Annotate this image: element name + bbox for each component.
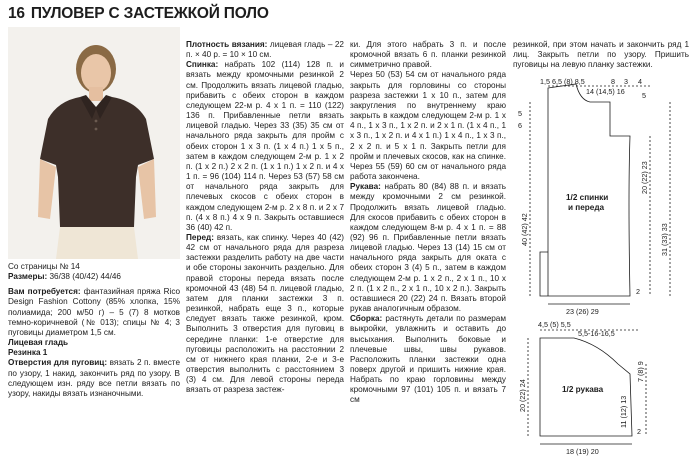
sleeves-paragraph: Рукава: набрать 80 (84) 88 п. и вязать между кромочными 2 см резинкой. Продолжить вязать лицевой гладью. Для скосов прибавить с обеих сторон в каждом следующем 8-м р. 4 х 1 п. = 88 (92) 96 п. Прибавленные петли вязать лицевой гладью. Через 13 (14) 15 см от начального ряда закрыть для оката с обеих сторон 3 (4) 5 п., затем в каждом следующем 2-м р. 1 х 2 п., 2 х 1 п., 10 х 2 п. (1 х 2 п., 2 х 1 п., 10 х 2 п.). Закрыть оставшиеся 20 (22) 24 п. Вязать второй рукав аналогичным образом. xyxy=(350,182,506,314)
sleeve-dim-left: 20 (22) 24 xyxy=(518,379,527,412)
column-2 xyxy=(186,40,344,395)
density-paragraph: Плотность вязания: лицевая гладь – 22 п. × 40 р. = 10 × 10 см. xyxy=(186,40,344,60)
column-4 xyxy=(513,40,689,70)
column-3 xyxy=(350,40,506,406)
dim-top-c: 14 (14,5) 16 xyxy=(586,87,625,96)
page-number: 16 xyxy=(8,5,25,22)
materials-label: Вам потребуется: xyxy=(8,287,81,297)
dim-top-b: 8 xyxy=(611,77,615,86)
body-label-1: 1/2 спинки xyxy=(566,193,609,202)
buttonholes-paragraph xyxy=(8,358,180,399)
dim-top-f: 5 xyxy=(642,91,646,100)
dim-top-left: 1,5 xyxy=(540,77,550,86)
back-paragraph: Спинка: набрать 102 (114) 128 п. и вязать между кромочными резинкой 2 см. Продолжить вязать лицевой гладью, прибавить с обеих сторон в каждом следующем 22-м р. 4 х 1 п. = 110 (122) 136 п. Прибавленные петли вязать лицевой гладью. Через 33 (35) 35 см от начального ряда закрыть для пройм с обеих сторон 1 х 3 п. (1 х 4 п.) 1 х 5 п., затем в каждом следующем 2-м р. 1 х 2 п. (1 х 2 п.) 2 х 2 п. (1 х 1 п.) 1 х 2 п. и 4 х 1 п. = 96 (104) 114 п. Через 53 (57) 58 см от начального ряда закрыть для плечевых скосов с обеих сторон в каждом следующем 2-м р. 2 х 8 п. и 2 х 7 п. (4 х 8 п.) 4 х 9 п. Закрыть оставшиеся 36 (40) 42 п. xyxy=(186,60,344,232)
pattern-title: ПУЛОВЕР С ЗАСТЕЖКОЙ ПОЛО xyxy=(30,5,269,22)
sleeve-dim-bottom: 18 (19) 20 xyxy=(566,447,599,456)
dim-right-a: 20 (22) 23 xyxy=(640,161,649,194)
materials-paragraph xyxy=(8,287,180,338)
materials-text: фантазийная пряжа Rico Design Fashion Cottony (85% хлопка, 15% полиамида; 200 м/50 г) – 5 (7) 8 мотков темно-коричневой (№ 013); спицы № 4; 3 пуговицы диаметром 1,5 см. xyxy=(8,287,181,337)
page-title xyxy=(8,5,269,23)
schematics xyxy=(510,76,696,456)
from-page-note: Со страницы № 14 xyxy=(8,262,80,271)
assembly-continuation: резинкой, при этом начать и закончить ряд 1 лиц. Закрыть петли по узору. Пришить пуговицы на левую планку застежки. xyxy=(513,40,689,70)
neckline-paragraph: Через 50 (53) 54 см от начального ряда закрыть для горловины со стороны разреза застежки 1 х 10 п., затем для закругления по внутреннему краю закрыть в каждом следующем 2-м р. 1 х 4 п., 1 х 3 п., 1 х 2 п. и 2 х 1 п. (1 х 4 п., 1 х 3 п., 1 х 2 п. и 4 х 1 п.) 1 х 4 п., 1 х 3 п., 2 х 2 п. и 5 х 1 п. Закрыть петли для пройм и плечевых скосов, как на спинке. Через 55 (59) 60 см от начального ряда работа закончена. xyxy=(350,70,506,182)
model-illustration xyxy=(8,27,180,259)
dim-top-e: 4 xyxy=(638,77,642,86)
column-1 xyxy=(8,262,180,399)
buttonholes-label: Отверстия для пуговиц: xyxy=(8,358,108,368)
dim-top-a: 6,5 (8) 8,5 xyxy=(552,77,585,86)
dim-left-b: 6 xyxy=(518,121,522,130)
dim-right-c: 2 xyxy=(636,287,640,296)
sleeve-dim-right-c: 2 xyxy=(637,427,641,436)
body-outline xyxy=(540,84,630,296)
front-paragraph: Перед: вязать, как спинку. Через 40 (42) 42 см от начального ряда для разреза застежки разделить работу на две части и обе стороны закончить раздельно. Для правой стороны переда вязать после кромочной 43 (48) 54 п. лицевой гладью, затем для планки застежки 3 п. резинкой, набрать еще 3 п., которые следует вязать также резинкой, кром. Выполнить 3 отверстия для пуговиц в середине планки: 1-е отверстие для пуговицы расположить на расстоянии 2 см от нижнего края планки, 2-е и 3-е отверстия выполнить с расстоянием 3 (3) 4 см. Для левой стороны переда вязать от разреза застеж- xyxy=(186,232,344,395)
sleeve-dim-right-a: 7 (8) 9 xyxy=(636,361,645,382)
front-continuation: ки. Для этого набрать 3 п. и после кромочной вязать 6 п. планки резинкой симметрично правой. xyxy=(350,40,506,70)
sleeve-dim-right-b: 11 (12) 13 xyxy=(619,395,628,428)
model-photo xyxy=(8,27,180,259)
sleeve-label: 1/2 рукава xyxy=(562,385,604,394)
dim-left-mid: 40 (42) 42 xyxy=(520,213,529,246)
sizes-line xyxy=(8,272,180,282)
dim-left-a: 5 xyxy=(518,109,522,118)
body-label-2: и переда xyxy=(568,203,605,212)
pattern-rib: Резинка 1 xyxy=(8,348,48,358)
sleeve-dim-top-a: 4,5 (5) 5,5 xyxy=(538,320,571,329)
sleeve-dim-top-b: 5,5-16-16,5 xyxy=(578,329,615,338)
buttonholes-text: вязать 2 п. вместе по узору, 1 накид, закончить ряд по узору. В следующем изн. ряду все петли вязать по узору, накиды вязать изнаночными. xyxy=(8,358,181,398)
dim-bottom: 23 (26) 29 xyxy=(566,307,599,316)
dim-right-b: 31 (33) 33 xyxy=(660,223,669,256)
assembly-paragraph: Сборка: растянуть детали по размерам выкройки, увлажнить и оставить до высыхания. Выполнить боковые и плечевые швы, швы рукавов. Расположить планки застежки одна поверх другой и пришить нижние края. Набрать по краю горловины между кромочными 97 (101) 105 п. и вязать 7 см xyxy=(350,314,506,405)
pattern-stockinette: Лицевая гладь xyxy=(8,338,69,348)
dim-top-d: 3 xyxy=(624,77,628,86)
sizes-value: 36/38 (40/42) 44/46 xyxy=(49,272,121,282)
sizes-label: Размеры: xyxy=(8,272,48,282)
